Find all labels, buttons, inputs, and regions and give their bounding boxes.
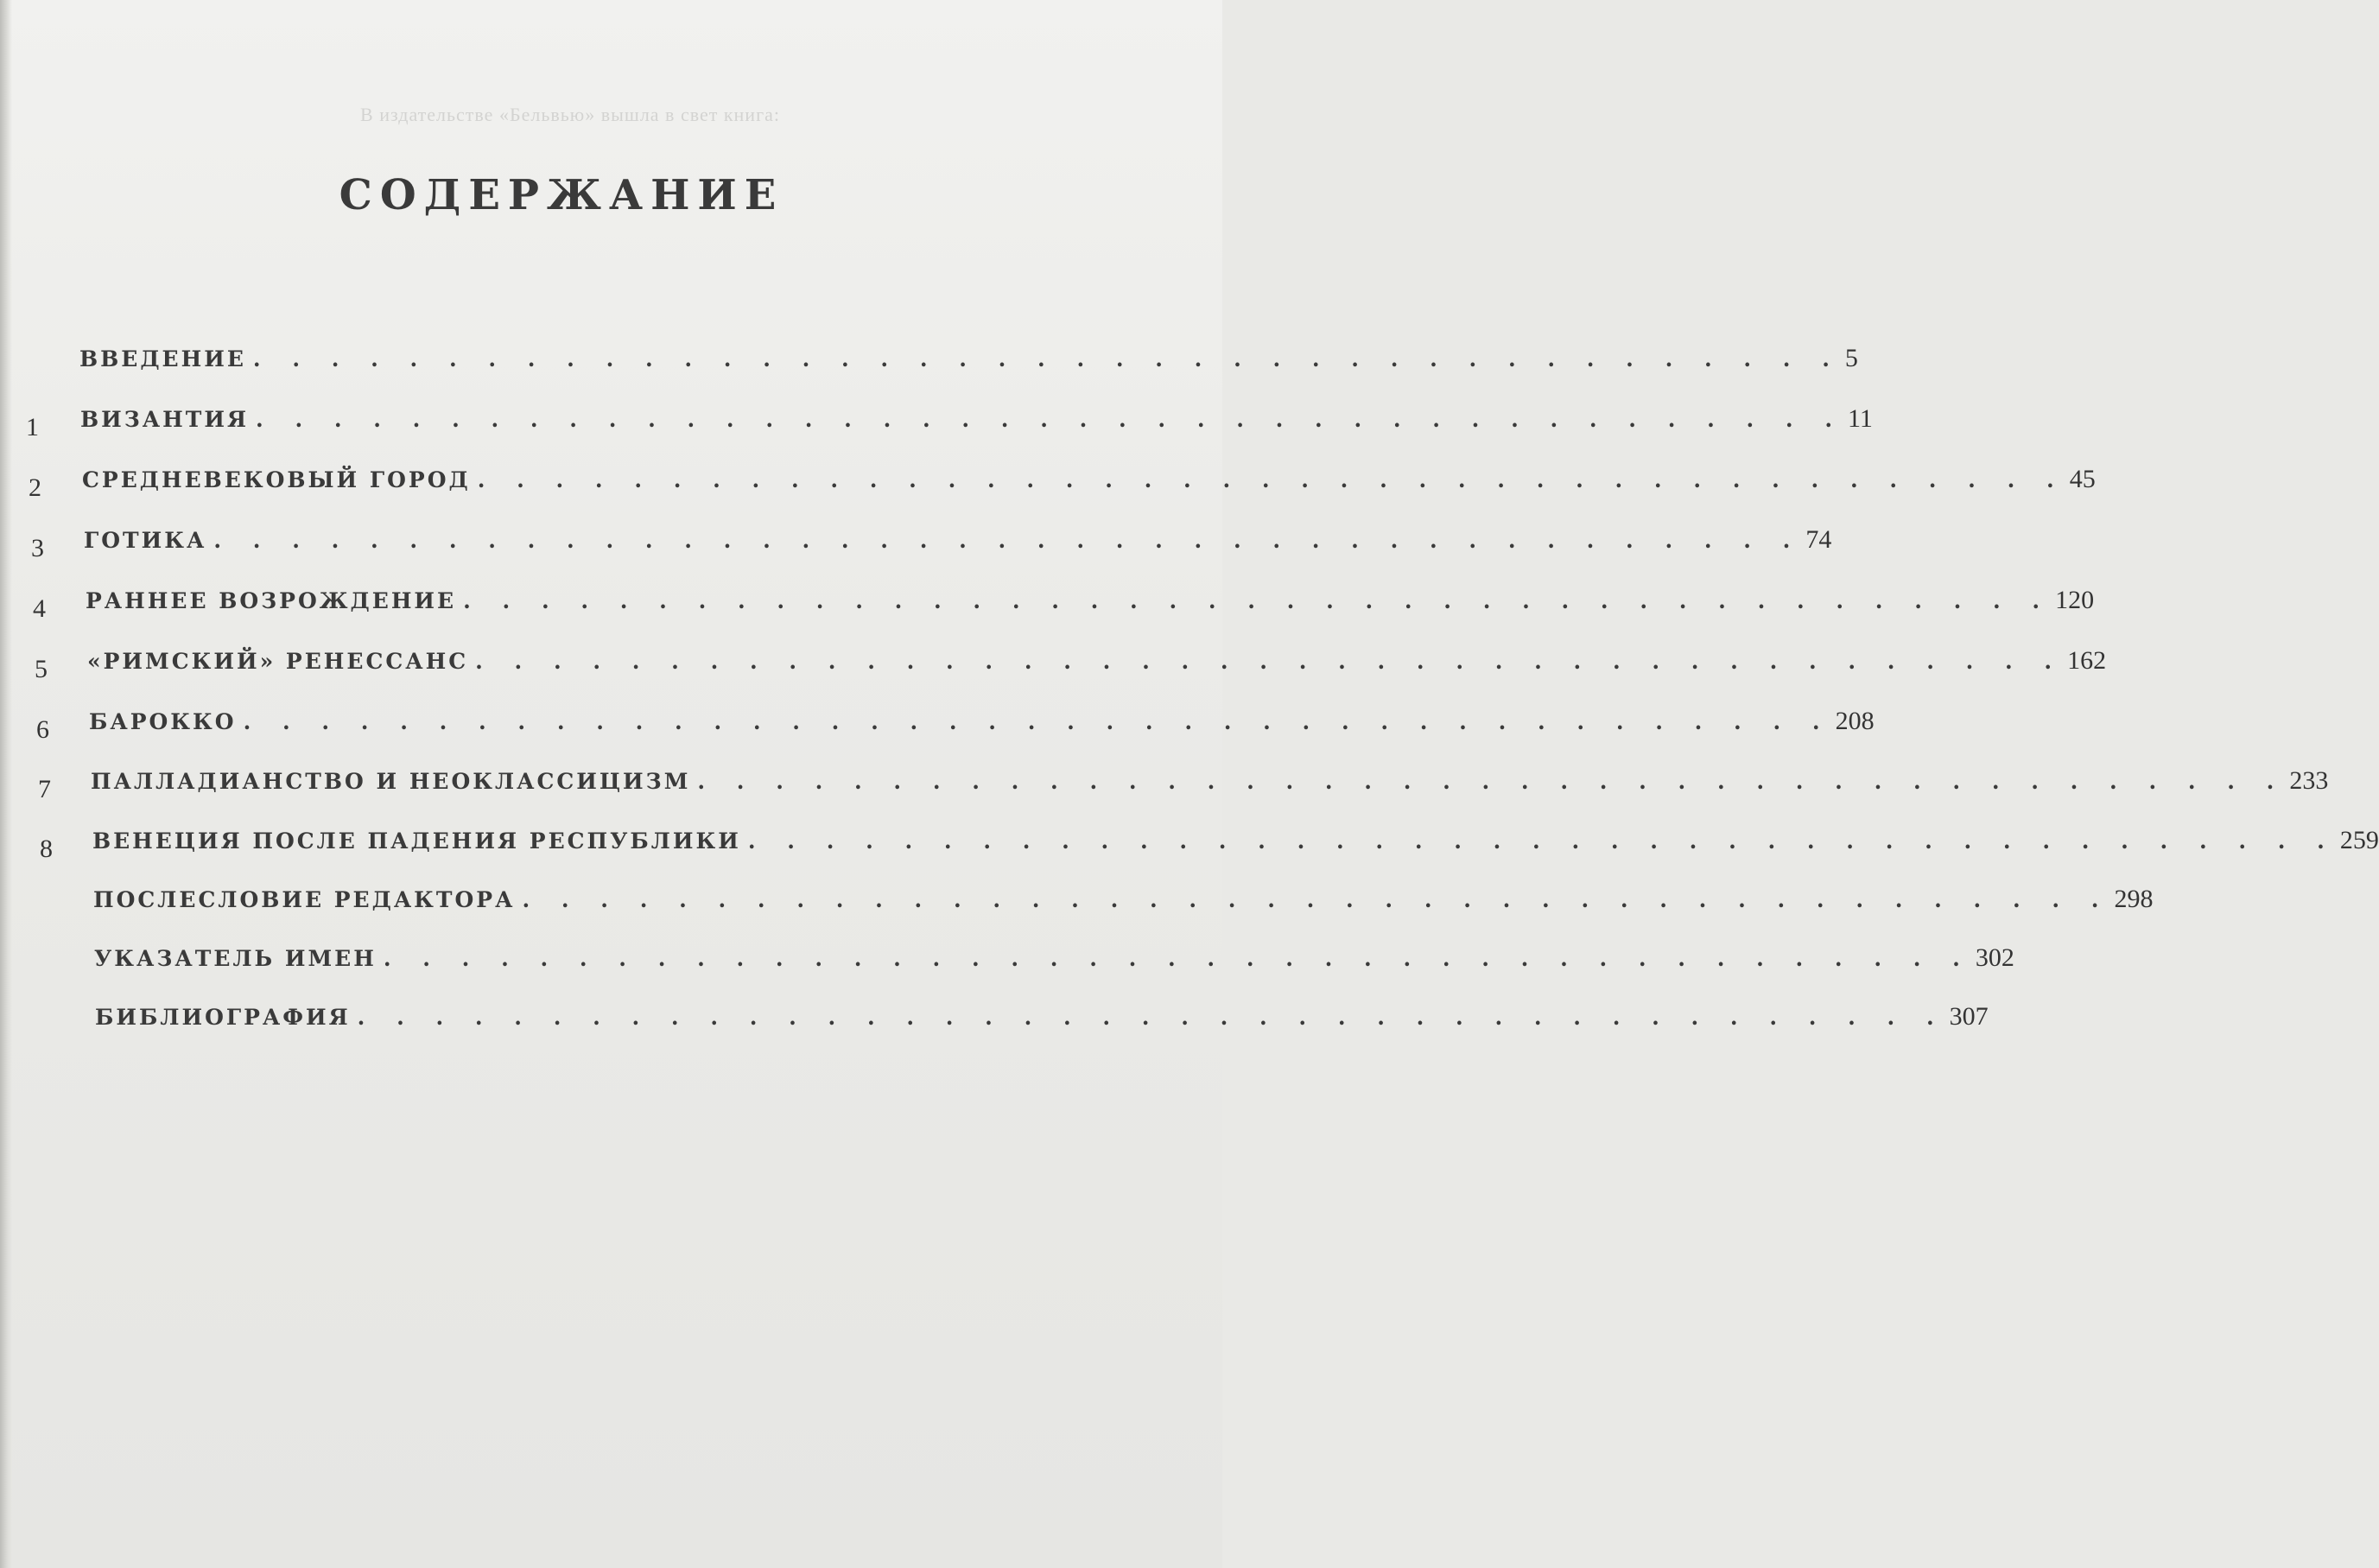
toc-leader-dots: . . . . . . . . . . . . . . . . . . . . . . . . . . . . . . . . . . . . . . . . .: [463, 588, 2052, 613]
toc-entry: [92, 826, 2379, 860]
toc-entry-label: ВЕНЕЦИЯ ПОСЛЕ ПАДЕНИЯ РЕСПУБЛИКИ: [92, 828, 741, 854]
toc-entry-page: 208: [1835, 707, 1875, 735]
toc-entry-label: РАННЕЕ ВОЗРОЖДЕНИЕ: [86, 588, 457, 613]
toc-entry: [80, 404, 1873, 439]
toc-entry: [89, 707, 1875, 741]
toc-leader-dots: . . . . . . . . . . . . . . . . . . . . . . . . . . . . . . . . . . . . . . . . .: [252, 346, 1842, 371]
toc-entry-label: ПАЛЛАДИАНСТВО И НЕОКЛАССИЦИЗМ: [91, 769, 691, 794]
toc-leader-dots: . . . . . . . . . . . . . . . . . . . . . . . . . . . . . . . . . . . . . . . . .: [522, 887, 2111, 912]
toc-entry: [87, 646, 2107, 681]
toc-entry-page: 259: [2339, 826, 2379, 854]
chapter-number: 4: [33, 594, 46, 623]
toc-leader-dots: . . . . . . . . . . . . . . . . . . . . . . . . . . . . . . . . . . . . . . . . .: [475, 649, 2065, 674]
toc-entry: [91, 766, 2329, 801]
toc-entry-label: «РИМСКИЙ» РЕНЕССАНС: [87, 649, 469, 674]
show-through-text: В издательстве «Бельвью» вышла в свет книга:: [360, 104, 780, 125]
toc-entry-label: БАРОККО: [89, 709, 237, 734]
toc-entry-page: 11: [1848, 404, 1873, 433]
toc-entry-page: 45: [2069, 465, 2096, 493]
toc-entry-label: ПОСЛЕСЛОВИЕ РЕДАКТОРА: [93, 887, 516, 912]
toc-leader-dots: . . . . . . . . . . . . . . . . . . . . . . . . . . . . . . . . . . . . . . . . .: [477, 467, 2066, 492]
chapter-number: 7: [38, 775, 51, 803]
toc-entry-page: 307: [1949, 1002, 1989, 1031]
chapter-number: 1: [26, 413, 39, 441]
toc-leader-dots: . . . . . . . . . . . . . . . . . . . . . . . . . . . . . . . . . . . . . . . . .: [213, 528, 1803, 553]
toc-entry-page: 120: [2055, 586, 2095, 614]
toc-leader-dots: . . . . . . . . . . . . . . . . . . . . . . . . . . . . . . . . . . . . . . . . .: [383, 946, 1972, 971]
chapter-number: 3: [31, 534, 44, 562]
chapter-number: 5: [35, 655, 48, 683]
toc-leader-dots: . . . . . . . . . . . . . . . . . . . . . . . . . . . . . . . . . . . . . . . . .: [747, 828, 2337, 854]
toc-entry: [84, 525, 1832, 560]
toc-entry-page: 162: [2067, 646, 2107, 675]
toc-entry-page: 74: [1805, 525, 1832, 554]
page-title: СОДЕРЖАНИЕ: [339, 171, 784, 219]
page-gutter-shadow: [0, 0, 12, 1568]
toc-entry: [82, 465, 2096, 499]
toc-entry: [79, 344, 1858, 378]
chapter-number: 8: [40, 835, 53, 863]
toc-entry-label: ГОТИКА: [84, 528, 207, 553]
toc-leader-dots: . . . . . . . . . . . . . . . . . . . . . . . . . . . . . . . . . . . . . . . . .: [357, 1005, 1946, 1030]
toc-entry: [95, 1002, 1989, 1037]
toc-entry-page: 298: [2114, 885, 2154, 913]
toc-entry-label: ВИЗАНТИЯ: [80, 407, 250, 432]
toc-entry-label: СРЕДНЕВЕКОВЫЙ ГОРОД: [82, 467, 471, 492]
toc-entry-page: 5: [1844, 344, 1858, 372]
chapter-number: 2: [29, 473, 41, 502]
toc-entry-label: ВВЕДЕНИЕ: [79, 346, 246, 371]
toc-entry-label: УКАЗАТЕЛЬ ИМЕН: [94, 946, 377, 971]
toc-entry: [93, 885, 2154, 919]
toc-leader-dots: . . . . . . . . . . . . . . . . . . . . . . . . . . . . . . . . . . . . . . . . .: [243, 709, 1832, 734]
toc-entry-label: БИБЛИОГРАФИЯ: [95, 1005, 351, 1030]
toc-entry-page: 233: [2289, 766, 2329, 795]
toc-entry: [86, 586, 2095, 620]
toc-entry: [94, 943, 2014, 978]
toc-leader-dots: . . . . . . . . . . . . . . . . . . . . . . . . . . . . . . . . . . . . . . . . .: [256, 407, 1845, 432]
chapter-number: 6: [36, 715, 49, 744]
toc-leader-dots: . . . . . . . . . . . . . . . . . . . . . . . . . . . . . . . . . . . . . . . . .: [697, 769, 2287, 794]
toc-entry-page: 302: [1975, 943, 2014, 972]
